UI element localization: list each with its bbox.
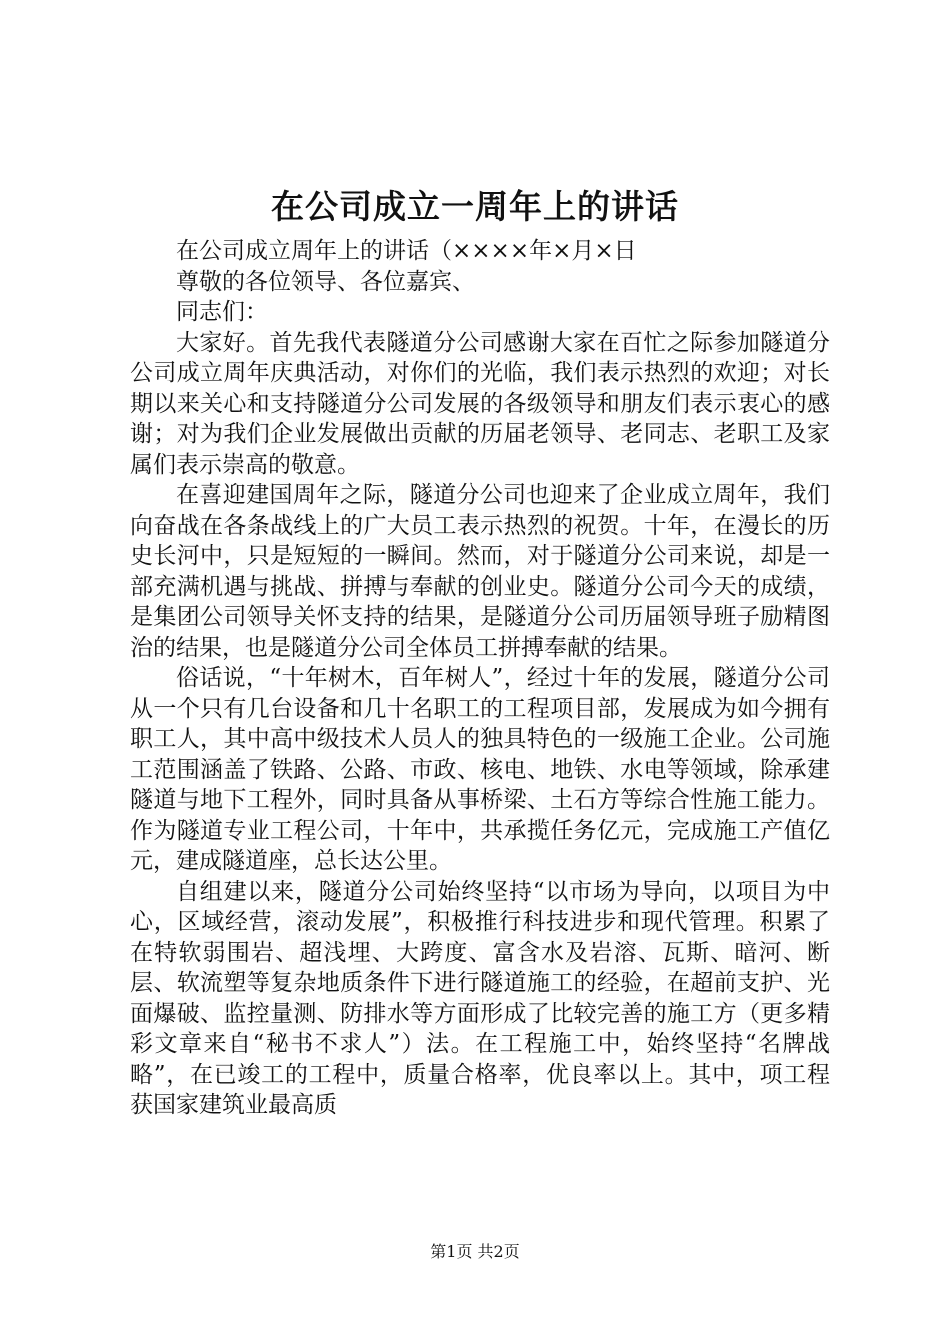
paragraph-anniversary: 在喜迎建国周年之际，隧道分公司也迎来了企业成立周年，我们向奋战在各条战线上的广大员工表示热烈的祝贺。十年，在漫长的历史长河中，只是短短的一瞬间。然而，对于隧道分公司来说，却是一部充满机遇与挑战、拼搏与奉献的创业史。隧道分公司今天的成绩，是集团公司领导关怀支持的结果，是隧道分公司历届领导班子励精图治的结果，也是隧道分公司全体员工拼搏奉献的结果。 <box>130 482 830 661</box>
paragraph-greeting: 大家好。首先我代表隧道分公司感谢大家在百忙之际参加隧道分公司成立周年庆典活动，对你们的光临，我们表示热烈的欢迎；对长期以来关心和支持隧道分公司发展的各级领导和朋友们表示衷心的感谢；对为我们企业发展做出贡献的历届老领导、老同志、老职工及家属们表示崇高的敬意。 <box>130 329 830 478</box>
paragraph-heading-line: 在公司成立周年上的讲话（××××年×月×日 <box>176 238 637 264</box>
paragraph-achievements: 自组建以来，隧道分公司始终坚持“以市场为导向，以项目为中心，区域经营，滚动发展”，积极推行科技进步和现代管理。积累了在特软弱围岩、超浅埋、大跨度、富含水及岩溶、瓦斯、暗河、断层、软流塑等复杂地质条件下进行隧道施工的经验，在超前支护、光面爆破、监控量测、防排水等方面形成了比较完善的施工方（更多精彩文章来自“秘书不求人”）法。在工程施工中，始终坚持“名牌战略”，在已竣工的工程中，质量合格率，优良率以上。其中，项工程获国家建筑业最高质 <box>130 878 830 1118</box>
document-title: 在公司成立一周年上的讲话 <box>271 187 679 226</box>
page-number-footer: 第1页 共2页 <box>430 1242 520 1261</box>
paragraph-development: 俗话说，“十年树木，百年树人”，经过十年的发展，隧道分公司从一个只有几台设备和几十名职工的工程项目部，发展成为如今拥有职工人，其中高中级技术人员人的独具特色的一级施工企业。公司施工范围涵盖了铁路、公路、市政、核电、地铁、水电等领域，除承建隧道与地下工程外，同时具备从事桥梁、土石方等综合性施工能力。作为隧道专业工程公司，十年中，共承揽任务亿元，完成施工产值亿元，建成隧道座，总长达公里。 <box>130 665 830 874</box>
document-body <box>130 236 830 1121</box>
paragraph-salutation: 尊敬的各位领导、各位嘉宾、 <box>176 268 475 295</box>
paragraph-salutation-comrades: 同志们： <box>176 299 268 325</box>
